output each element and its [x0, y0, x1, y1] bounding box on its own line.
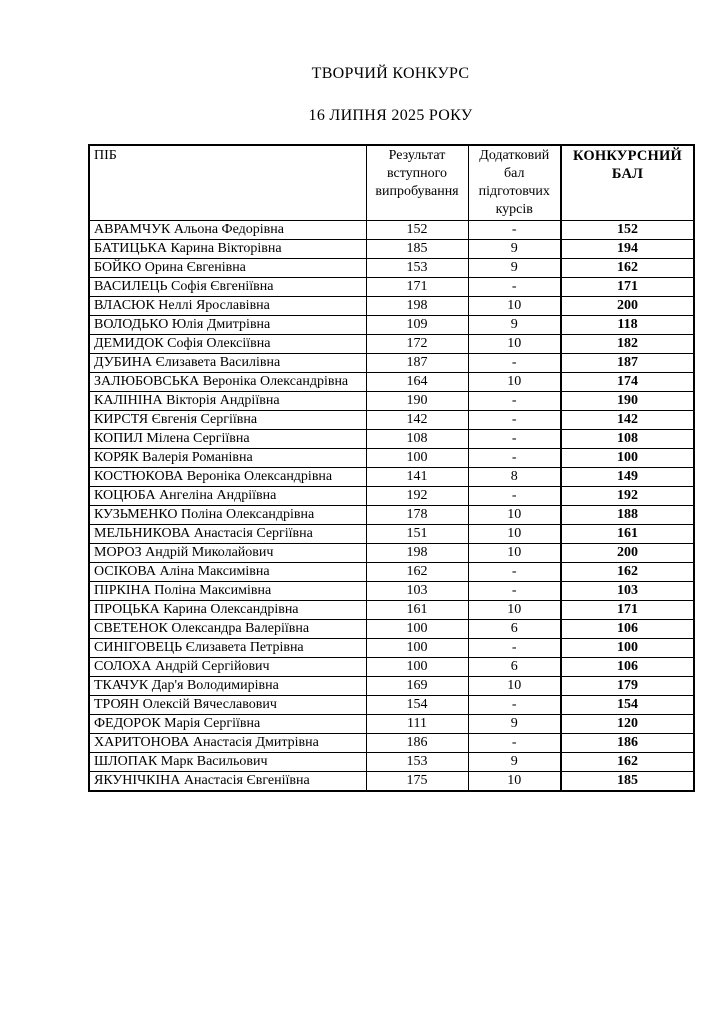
cell-name: ВЛАСЮК Неллі Ярославівна: [89, 296, 366, 315]
cell-bonus: -: [468, 391, 561, 410]
cell-total: 194: [561, 239, 694, 258]
table-row: [89, 619, 694, 638]
cell-name: СИНІГОВЕЦЬ Єлизавета Петрівна: [89, 638, 366, 657]
cell-name: ОСІКОВА Аліна Максимівна: [89, 562, 366, 581]
cell-bonus: 10: [468, 543, 561, 562]
table-row: [89, 467, 694, 486]
cell-result: 108: [366, 429, 468, 448]
cell-name: МОРОЗ Андрій Миколайович: [89, 543, 366, 562]
cell-total: 100: [561, 638, 694, 657]
cell-total: 100: [561, 448, 694, 467]
cell-bonus: 9: [468, 239, 561, 258]
cell-name: ВОЛОДЬКО Юлія Дмитрівна: [89, 315, 366, 334]
cell-name: ШЛОПАК Марк Васильович: [89, 752, 366, 771]
cell-result: 141: [366, 467, 468, 486]
table-row: [89, 638, 694, 657]
cell-total: 171: [561, 277, 694, 296]
cell-bonus: 6: [468, 619, 561, 638]
table-row: [89, 448, 694, 467]
cell-bonus: -: [468, 410, 561, 429]
header-result: Результат вступного випробування: [366, 145, 468, 220]
cell-bonus: -: [468, 695, 561, 714]
cell-result: 171: [366, 277, 468, 296]
cell-bonus: -: [468, 733, 561, 752]
table-row: [89, 733, 694, 752]
cell-bonus: 9: [468, 315, 561, 334]
cell-result: 100: [366, 638, 468, 657]
cell-result: 111: [366, 714, 468, 733]
cell-name: КИРСТЯ Євгенія Сергіївна: [89, 410, 366, 429]
cell-bonus: 8: [468, 467, 561, 486]
cell-result: 100: [366, 619, 468, 638]
table-row: [89, 524, 694, 543]
cell-name: ЯКУНІЧКІНА Анастасія Євгеніївна: [89, 771, 366, 791]
cell-total: 161: [561, 524, 694, 543]
cell-total: 200: [561, 543, 694, 562]
cell-result: 190: [366, 391, 468, 410]
cell-bonus: 10: [468, 676, 561, 695]
cell-bonus: -: [468, 277, 561, 296]
table-row: [89, 410, 694, 429]
cell-total: 162: [561, 752, 694, 771]
cell-bonus: -: [468, 429, 561, 448]
cell-result: 153: [366, 258, 468, 277]
cell-result: 100: [366, 657, 468, 676]
table-row: [89, 277, 694, 296]
cell-total: 185: [561, 771, 694, 791]
cell-name: МЕЛЬНИКОВА Анастасія Сергіївна: [89, 524, 366, 543]
cell-total: 152: [561, 220, 694, 239]
cell-bonus: 10: [468, 372, 561, 391]
table-row: [89, 334, 694, 353]
cell-result: 178: [366, 505, 468, 524]
table-row: [89, 296, 694, 315]
cell-total: 108: [561, 429, 694, 448]
cell-name: ХАРИТОНОВА Анастасія Дмитрівна: [89, 733, 366, 752]
cell-result: 164: [366, 372, 468, 391]
cell-total: 154: [561, 695, 694, 714]
cell-total: 200: [561, 296, 694, 315]
cell-bonus: 10: [468, 505, 561, 524]
results-table-header: [89, 145, 694, 220]
header-name: ПІБ: [89, 145, 366, 220]
header-total: КОНКУРСНИЙ БАЛ: [561, 145, 694, 220]
table-row: [89, 676, 694, 695]
table-row: [89, 771, 694, 791]
cell-result: 187: [366, 353, 468, 372]
cell-name: АВРАМЧУК Альона Федорівна: [89, 220, 366, 239]
cell-total: 186: [561, 733, 694, 752]
cell-name: ПІРКІНА Поліна Максимівна: [89, 581, 366, 600]
cell-result: 169: [366, 676, 468, 695]
results-table: [88, 144, 695, 792]
cell-total: 120: [561, 714, 694, 733]
cell-total: 106: [561, 657, 694, 676]
cell-total: 162: [561, 258, 694, 277]
results-table-body: [89, 220, 694, 791]
cell-total: 182: [561, 334, 694, 353]
cell-result: 161: [366, 600, 468, 619]
document-page: [88, 0, 693, 792]
cell-name: ФЕДОРОК Марія Сергіївна: [89, 714, 366, 733]
table-row: [89, 505, 694, 524]
cell-result: 154: [366, 695, 468, 714]
cell-bonus: -: [468, 638, 561, 657]
table-row: [89, 429, 694, 448]
cell-result: 100: [366, 448, 468, 467]
cell-name: КАЛІНІНА Вікторія Андріївна: [89, 391, 366, 410]
cell-name: СВЕТЕНОК Олександра Валеріївна: [89, 619, 366, 638]
cell-name: СОЛОХА Андрій Сергійович: [89, 657, 366, 676]
table-row: [89, 239, 694, 258]
cell-bonus: -: [468, 562, 561, 581]
table-row: [89, 315, 694, 334]
table-row: [89, 258, 694, 277]
cell-total: 118: [561, 315, 694, 334]
cell-name: БОЙКО Орина Євгенівна: [89, 258, 366, 277]
cell-result: 162: [366, 562, 468, 581]
cell-name: КОСТЮКОВА Вероніка Олександрівна: [89, 467, 366, 486]
header-row: [89, 145, 694, 220]
cell-total: 142: [561, 410, 694, 429]
cell-bonus: -: [468, 448, 561, 467]
cell-name: КУЗЬМЕНКО Поліна Олександрівна: [89, 505, 366, 524]
cell-bonus: 9: [468, 714, 561, 733]
cell-total: 162: [561, 562, 694, 581]
cell-bonus: 10: [468, 600, 561, 619]
cell-bonus: -: [468, 581, 561, 600]
cell-name: ПРОЦЬКА Карина Олександрівна: [89, 600, 366, 619]
cell-result: 186: [366, 733, 468, 752]
table-row: [89, 600, 694, 619]
cell-bonus: 10: [468, 771, 561, 791]
table-row: [89, 543, 694, 562]
cell-name: КОПИЛ Мілена Сергіївна: [89, 429, 366, 448]
cell-result: 172: [366, 334, 468, 353]
cell-total: 106: [561, 619, 694, 638]
cell-name: ВАСИЛЕЦЬ Софія Євгеніївна: [89, 277, 366, 296]
cell-name: ТКАЧУК Дар'я Володимирівна: [89, 676, 366, 695]
table-row: [89, 657, 694, 676]
cell-bonus: 10: [468, 296, 561, 315]
cell-result: 103: [366, 581, 468, 600]
cell-total: 188: [561, 505, 694, 524]
cell-bonus: 10: [468, 524, 561, 543]
page-date: 16 ЛИПНЯ 2025 РОКУ: [308, 107, 473, 124]
page-title: ТВОРЧИЙ КОНКУРС: [311, 65, 470, 82]
cell-result: 142: [366, 410, 468, 429]
cell-name: ЗАЛЮБОВСЬКА Вероніка Олександрівна: [89, 372, 366, 391]
header-bonus: Додатковий бал підготовчих курсів: [468, 145, 561, 220]
table-row: [89, 581, 694, 600]
cell-result: 192: [366, 486, 468, 505]
cell-bonus: -: [468, 220, 561, 239]
cell-result: 175: [366, 771, 468, 791]
cell-bonus: -: [468, 353, 561, 372]
table-row: [89, 353, 694, 372]
cell-total: 174: [561, 372, 694, 391]
cell-result: 185: [366, 239, 468, 258]
table-row: [89, 220, 694, 239]
cell-result: 153: [366, 752, 468, 771]
cell-total: 103: [561, 581, 694, 600]
cell-total: 171: [561, 600, 694, 619]
cell-total: 149: [561, 467, 694, 486]
cell-name: КОРЯК Валерія Романівна: [89, 448, 366, 467]
cell-result: 151: [366, 524, 468, 543]
cell-bonus: 6: [468, 657, 561, 676]
cell-name: ДЕМИДОК Софія Олексіївна: [89, 334, 366, 353]
table-row: [89, 391, 694, 410]
cell-result: 152: [366, 220, 468, 239]
table-row: [89, 372, 694, 391]
table-row: [89, 486, 694, 505]
cell-result: 198: [366, 296, 468, 315]
cell-bonus: 9: [468, 752, 561, 771]
table-row: [89, 752, 694, 771]
cell-bonus: -: [468, 486, 561, 505]
table-row: [89, 695, 694, 714]
cell-bonus: 9: [468, 258, 561, 277]
cell-name: ТРОЯН Олексій Вячеславович: [89, 695, 366, 714]
cell-result: 109: [366, 315, 468, 334]
cell-total: 192: [561, 486, 694, 505]
cell-total: 179: [561, 676, 694, 695]
cell-total: 190: [561, 391, 694, 410]
cell-name: ДУБИНА Єлизавета Василівна: [89, 353, 366, 372]
cell-result: 198: [366, 543, 468, 562]
table-row: [89, 714, 694, 733]
cell-bonus: 10: [468, 334, 561, 353]
table-row: [89, 562, 694, 581]
cell-name: БАТИЦЬКА Карина Вікторівна: [89, 239, 366, 258]
cell-total: 187: [561, 353, 694, 372]
cell-name: КОЦЮБА Ангеліна Андріївна: [89, 486, 366, 505]
